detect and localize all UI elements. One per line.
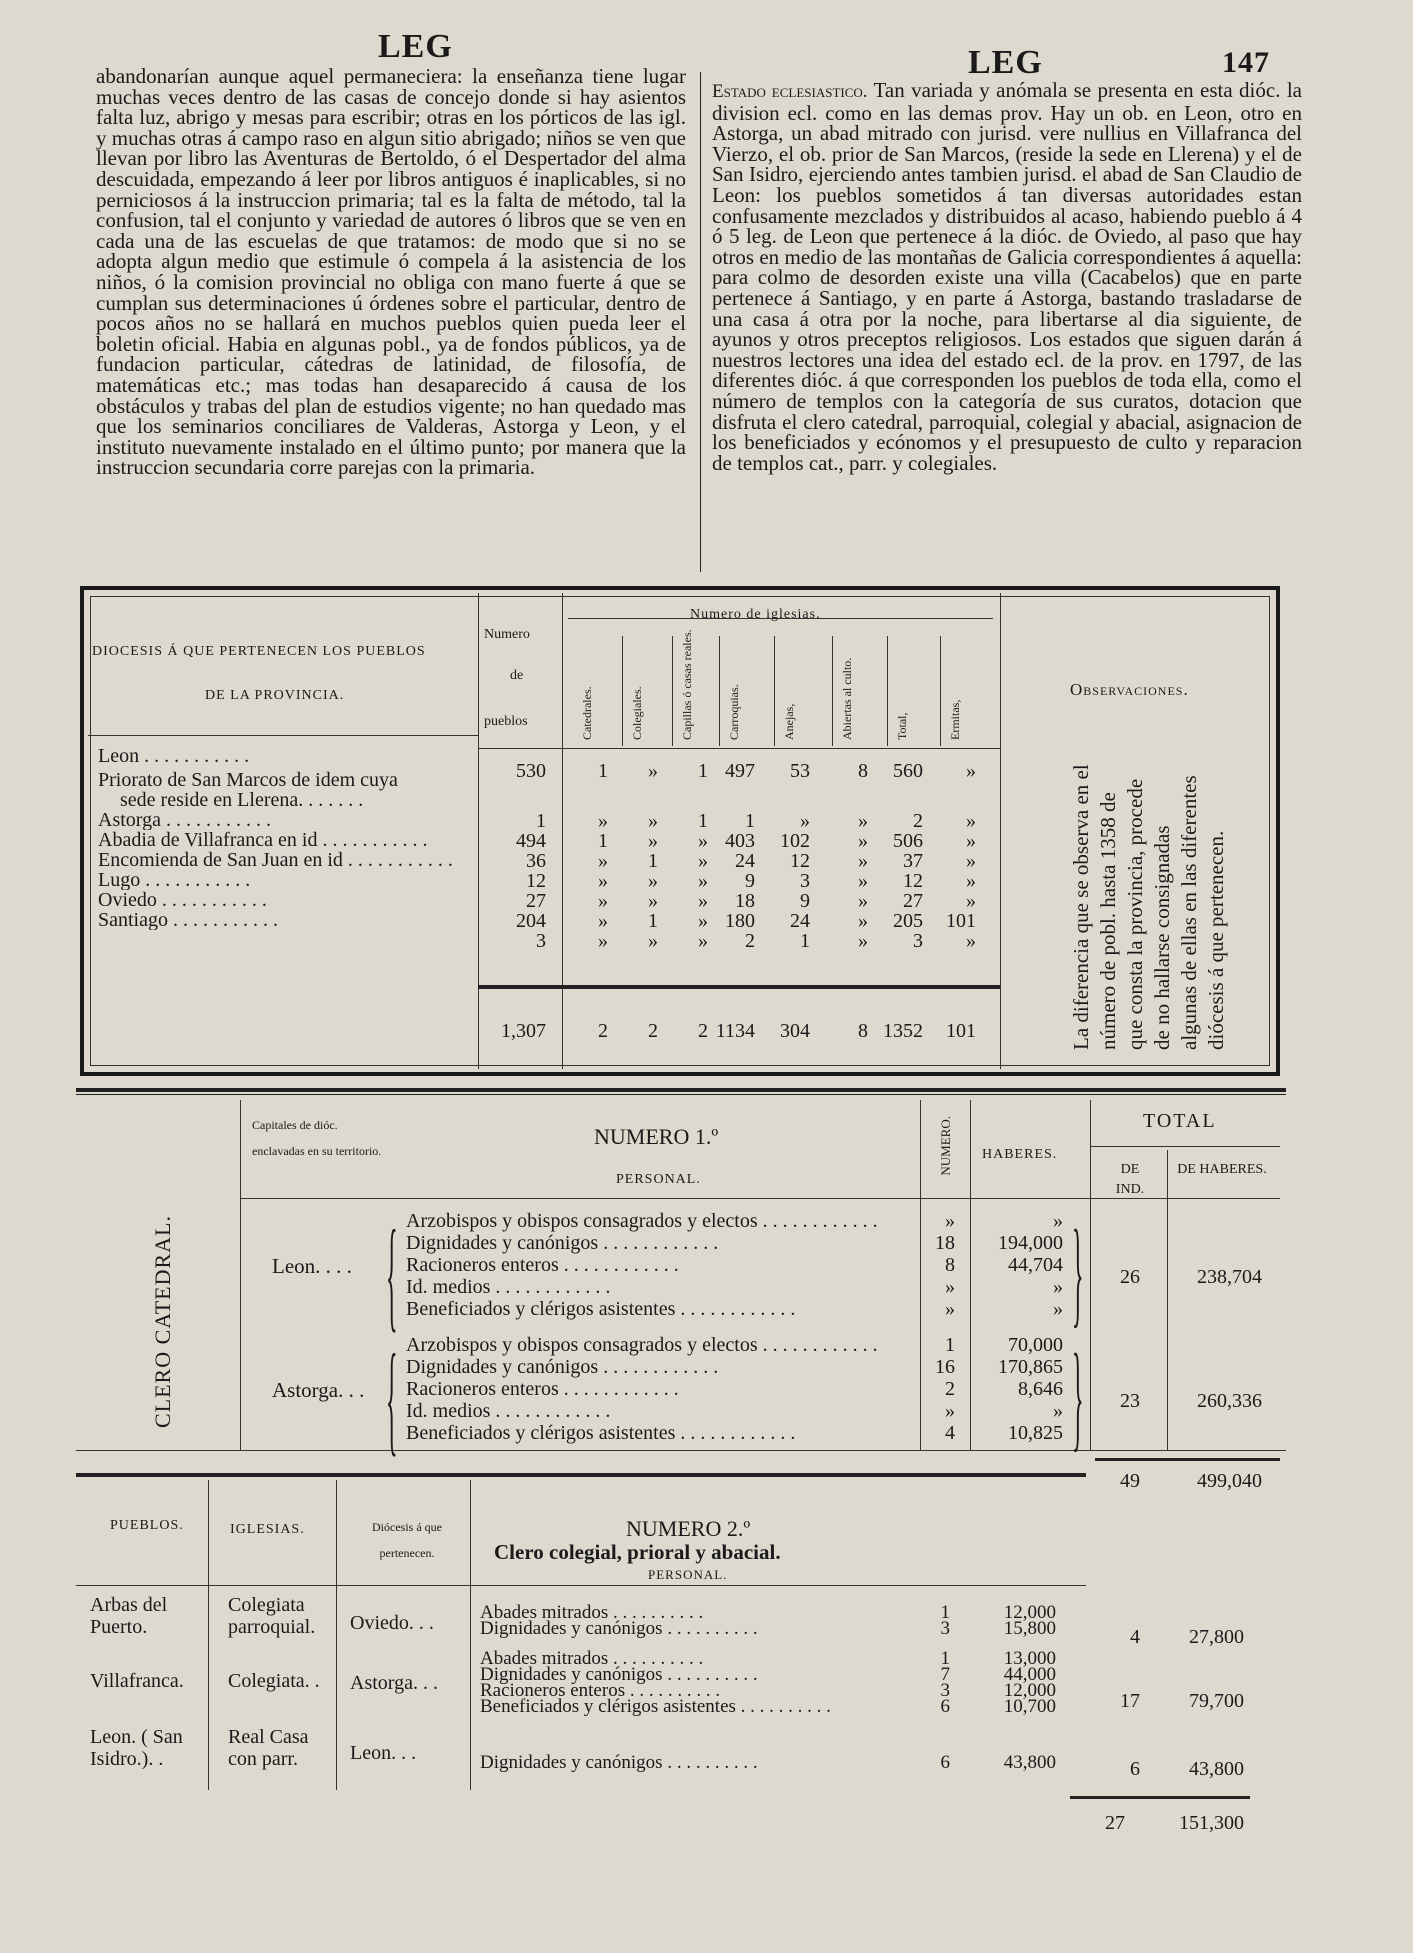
- t1-row-value: 1: [698, 810, 708, 832]
- t2-row-label: Arzobispos y obispos consagrados y electos . . . . . . . . . . . .: [406, 1334, 878, 1356]
- t1-row-value: »: [966, 760, 976, 782]
- t1-total-value: 8: [858, 1020, 868, 1042]
- t3-diocesis: Astorga. . .: [350, 1672, 438, 1694]
- t1-row-value: »: [858, 850, 868, 872]
- t3-total-hab: 79,700: [1189, 1690, 1244, 1712]
- t1-total-value: 101: [946, 1020, 976, 1042]
- t1-row-name: Priorato de San Marcos de idem cuya: [98, 769, 398, 791]
- t2-bottom-rule: [76, 1450, 1286, 1451]
- t1-row-value: 205: [893, 910, 923, 932]
- t2-grand-hab: 499,040: [1197, 1470, 1262, 1492]
- t2-row-num: 16: [935, 1356, 955, 1378]
- t1-row-value: »: [598, 910, 608, 932]
- t1-head-rule: [88, 735, 478, 736]
- t1-total-value: 2: [598, 1020, 608, 1042]
- t2-col-total-hab: DE HABERES.: [1177, 1162, 1267, 1177]
- left-text-column: [96, 66, 686, 478]
- t1-row-value: 497: [725, 760, 755, 782]
- t2-col-haberes: HABERES.: [982, 1147, 1058, 1162]
- t3-row-num: 6: [940, 1696, 950, 1717]
- t1-divider: [1000, 593, 1001, 1069]
- t2-row-num: 4: [945, 1422, 955, 1444]
- t2-row-label: Id. medios . . . . . . . . . . . .: [406, 1276, 611, 1298]
- t2-row-num: »: [945, 1210, 955, 1232]
- t1-row-value: »: [966, 870, 976, 892]
- right-paragraph-body: Tan variada y anómala se presenta en esta dióc. la division ecl. como en las demas prov. Hay un ob. en Leon, otro en Astorga, un abad mitrado con jurisd. vere nullius en Villafranca del Vierzo, el ob. prior de San Marcos, (reside la sede en Llerena) y el de San Isidro, ejerciendo antes tambien jurisd. el abad de San Claudio de Leon: los pueblos sometidos á tan diversas autoridades estan confusamente mezclados y distribuidos al acaso, habiendo pueblo á 4 ó 5 leg. de Leon que pertenece á la dióc. de Oviedo, al paso que hay otros en medio de las montañas de Galicia correspondientes á aquella: para colmo de desorden existe una villa (Cacabelos) que en parte pertenece á Santiago, y en parte á Astorga, bastando trasladarse de una casa á otra por la noche, para libertarse al dia siguiente, de ayunos y otros preceptos religiosos. Los estados que siguen darán á nuestros lectores una idea del estado ecl. de la prov. en 1797, de las diferentes dióc. á que corresponden los pueblos de toda ella, como el número de templos con la categoría de sus curatos, dotacion que disfruta el clero catedral, parroquial, colegial y abacial, asignacion de los beneficiados y ecónomos y el presupuesto de culto y reparacion de templos cat., parr. y colegiales.: [712, 78, 1302, 475]
- t3-iglesia: Real Casa: [228, 1726, 309, 1748]
- t1-row-value: »: [858, 830, 868, 852]
- t1-row-value: 1: [745, 810, 755, 832]
- t1-col-num-b: de: [510, 668, 524, 683]
- t1-row-value: »: [648, 830, 658, 852]
- t2-row-num: 1: [945, 1334, 955, 1356]
- left-paragraph: abandonarían aunque aquel permaneciera: la enseñanza tiene lugar muchas veces dentro de las casas de concejo donde si hay asientos falta luz, abrigo y mesas para escribir; otras en los pórticos de las igl. y muchas otras á campo raso en algun sitio abrigado; niños se ven que llevan por libro las Aventuras de Bertoldo, ó el Despertador del alma descuidada, empezando á leer por libros antiguos é inaplicables, si no perniciosos á la instruccion primaria; tal es la falta de método, tal la confusion, tal el conjunto y variedad de autores ó libros que se ven en cada una de las escuelas de que tratamos: de modo que si no se adopta algun medio que estimule ó compela á la asistencia de los niños, ó la comision provincial no obliga con mano fuerte á que se cumplan sus determinaciones ú órdenes sobre el particular, dentro de pocos años no se hallará en muchos pueblos quien pueda leer el boletin oficial. Habia en algunas pobl., ya de fondos públicos, ya de fundacion particular, cátedras de latinidad, de filosofía, de matemáticas etc.; mas todas han desaparecido á causa de los obstáculos y trabas del plan de estudios vigente; no han quedado mas que los seminarios conciliares de Valderas, Astorga y Leon, y el instituto nuevamente instalado en el último punto; por manera que la instruccion secundaria corre parejas con la primaria.: [96, 64, 686, 480]
- t2-divider: [240, 1100, 241, 1450]
- t2-brace: {: [386, 1336, 398, 1472]
- t3-row-label: Abades mitrados . . . . . . . . . .: [480, 1604, 704, 1622]
- t1-row-pueblos: 530: [516, 760, 546, 782]
- t1-row-name: Leon . . . . . . . . . . .: [98, 746, 250, 766]
- t2-total-hab: 260,336: [1197, 1390, 1262, 1412]
- t3-row-label: Dignidades y canónigos . . . . . . . . . .: [480, 1754, 758, 1772]
- t1-row-value: 18: [735, 890, 755, 912]
- t2-col-numero: NUMERO.: [938, 1116, 953, 1176]
- t3-divider: [336, 1480, 337, 1790]
- t1-row-value: 2: [913, 810, 923, 832]
- t2-total-ind: 23: [1120, 1390, 1140, 1412]
- t3-subtitle: Clero colegial, prioral y abacial.: [494, 1540, 781, 1564]
- t1-row-value: »: [648, 890, 658, 912]
- t3-total-hab: 43,800: [1189, 1758, 1244, 1780]
- t3-row-label: Dignidades y canónigos . . . . . . . . . .: [480, 1666, 758, 1684]
- right-text-column: [712, 80, 1302, 473]
- t3-col-pueblos: PUEBLOS.: [110, 1518, 184, 1533]
- t1-row-value: 12: [790, 850, 810, 872]
- t2-row-hab: »: [1053, 1400, 1063, 1422]
- t1-row-value: »: [648, 810, 658, 832]
- t3-pueblo: Leon. ( San: [90, 1726, 183, 1748]
- t1-row-value: 27: [903, 890, 923, 912]
- t1-row-name-cont: sede reside en Llerena. . . . . . .: [120, 789, 364, 811]
- t1-row-value: »: [858, 930, 868, 952]
- t3-row-hab: 13,000: [1003, 1648, 1056, 1669]
- t2-row-hab: 44,704: [1008, 1254, 1063, 1276]
- t1-head-rule: [478, 748, 1000, 749]
- t3-divider: [470, 1480, 471, 1790]
- t1-row-value: 9: [800, 890, 810, 912]
- t1-row-value: 1: [800, 930, 810, 952]
- t1-row-value: 24: [790, 910, 810, 932]
- t1-row-pueblos: 204: [516, 910, 546, 932]
- t2-row-label: Dignidades y canónigos . . . . . . . . . . . .: [406, 1356, 719, 1378]
- t3-total-hab: 27,800: [1189, 1626, 1244, 1648]
- t2-total-ind: 26: [1120, 1266, 1140, 1288]
- t2-row-hab: 194,000: [998, 1232, 1063, 1254]
- t1-row-value: 12: [903, 870, 923, 892]
- t2-row-hab: 10,825: [1008, 1422, 1063, 1444]
- t2-row-num: »: [945, 1298, 955, 1320]
- t1-subcol-divider: [940, 636, 941, 746]
- left-running-head: LEG: [378, 28, 453, 65]
- t3-col-diocesis: Diócesis á que pertenecen.: [372, 1520, 442, 1560]
- t2-total-brace: }: [1072, 1336, 1084, 1466]
- t3-row-label: Dignidades y canónigos . . . . . . . . . .: [480, 1620, 758, 1638]
- t2-divider: [1090, 1100, 1091, 1450]
- t2-divider: [1167, 1150, 1168, 1450]
- t1-row-value: »: [858, 870, 868, 892]
- t1-subheader: Capillas ó casas reales.: [680, 629, 694, 740]
- t1-row-value: »: [858, 810, 868, 832]
- t1-row-value: 403: [725, 830, 755, 852]
- t3-head-rule: [76, 1585, 1086, 1586]
- t1-row-pueblos: 36: [526, 850, 546, 872]
- t3-pueblo: Isidro.). .: [90, 1748, 164, 1770]
- t2-row-label: Id. medios . . . . . . . . . . . .: [406, 1400, 611, 1422]
- t3-grand-ind: 27: [1105, 1812, 1125, 1834]
- t1-subcol-divider: [832, 636, 833, 746]
- t3-row-hab: 43,800: [1003, 1752, 1056, 1773]
- t3-total-ind: 6: [1130, 1758, 1140, 1780]
- t1-row-name: Oviedo . . . . . . . . . . .: [98, 890, 267, 910]
- t3-row-hab: 12,000: [1003, 1602, 1056, 1623]
- t1-row-value: »: [698, 890, 708, 912]
- t3-row-label: Abades mitrados . . . . . . . . . .: [480, 1650, 704, 1668]
- t1-totals-rule: [478, 985, 1000, 989]
- t1-row-pueblos: 494: [516, 830, 546, 852]
- t2-subtitle: PERSONAL.: [616, 1172, 701, 1187]
- t2-row-hab: »: [1053, 1276, 1063, 1298]
- t1-row-value: »: [598, 870, 608, 892]
- t3-pueblo: Villafranca.: [90, 1670, 184, 1692]
- t2-row-hab: »: [1053, 1210, 1063, 1232]
- t2-row-num: 18: [935, 1232, 955, 1254]
- t3-row-label: Racioneros enteros . . . . . . . . . .: [480, 1682, 721, 1700]
- t1-col-num-c: pueblos: [484, 714, 528, 729]
- t1-row-name: Lugo . . . . . . . . . . .: [98, 870, 251, 890]
- t1-subcol-divider: [672, 636, 673, 746]
- t1-row-value: 560: [893, 760, 923, 782]
- t1-row-value: 1: [698, 760, 708, 782]
- t1-row-value: »: [800, 810, 810, 832]
- t1-total-pueblos: 1,307: [501, 1020, 546, 1042]
- t1-total-value: 2: [698, 1020, 708, 1042]
- t2-total-rule: [1090, 1146, 1280, 1147]
- t1-row-value: »: [966, 830, 976, 852]
- t3-total-ind: 4: [1130, 1626, 1140, 1648]
- t2-row-hab: 70,000: [1008, 1334, 1063, 1356]
- right-paragraph: [712, 80, 1302, 473]
- t1-subcol-divider: [887, 636, 888, 746]
- t1-subheader: Ermitas,: [948, 699, 962, 740]
- t1-row-value: »: [598, 890, 608, 912]
- t3-pueblo: Arbas del: [90, 1594, 168, 1616]
- t2-total-brace: }: [1072, 1212, 1084, 1342]
- t1-subheader: Anejas,: [782, 703, 796, 740]
- t2-row-label: Racioneros enteros . . . . . . . . . . . .: [406, 1378, 679, 1400]
- t1-observation: La diferencia que se observa en el número de pobl. hasta 1358 de que consta la provincia, procede de no hallarse consignadas algunas de ellas en las diferentes diócesis á que pertenecen.: [1069, 764, 1228, 1050]
- t3-diocesis: Oviedo. . .: [350, 1612, 434, 1634]
- t1-row-value: »: [598, 810, 608, 832]
- t2-row-num: »: [945, 1276, 955, 1298]
- t2-capital: Leon. . . .: [272, 1254, 352, 1278]
- t2-grand-rule: [1095, 1458, 1280, 1461]
- t2-row-num: »: [945, 1400, 955, 1422]
- t1-col-num-a: Numero: [484, 627, 530, 642]
- t1-row-value: »: [698, 870, 708, 892]
- t1-subheader: Catedrales.: [580, 686, 594, 740]
- t2-divider: [920, 1100, 921, 1450]
- t1-row-pueblos: 27: [526, 890, 546, 912]
- t1-row-pueblos: 3: [536, 930, 546, 952]
- t2-row-label: Beneficiados y clérigos asistentes . . . . . . . . . . . .: [406, 1298, 796, 1320]
- t1-row-value: »: [966, 810, 976, 832]
- t2-col-total-ind: DE IND.: [1115, 1162, 1145, 1197]
- t1-row-value: 53: [790, 760, 810, 782]
- t3-row-hab: 15,800: [1003, 1618, 1056, 1639]
- t3-col-iglesias: IGLESIAS.: [230, 1522, 305, 1537]
- t1-divider: [478, 593, 479, 1069]
- t1-row-value: »: [698, 930, 708, 952]
- t1-row-value: »: [966, 930, 976, 952]
- t2-row-num: 8: [945, 1254, 955, 1276]
- t1-row-value: »: [598, 850, 608, 872]
- t1-row-value: 3: [913, 930, 923, 952]
- t3-row-num: 3: [940, 1618, 950, 1639]
- t1-row-value: »: [648, 760, 658, 782]
- t1-row-pueblos: 1: [536, 810, 546, 832]
- t3-row-hab: 10,700: [1003, 1696, 1056, 1717]
- t1-subheader: Colegiales.: [630, 686, 644, 740]
- t1-row-value: »: [648, 870, 658, 892]
- t1-row-name: Encomienda de San Juan en id . . . . . . . . . . .: [98, 850, 453, 870]
- t1-total-value: 1134: [715, 1020, 755, 1042]
- t1-row-value: »: [648, 930, 658, 952]
- t1-row-value: »: [966, 850, 976, 872]
- t3-total-ind: 17: [1120, 1690, 1140, 1712]
- t2-col-capital: Capitales de dióc. enclavadas en su territorio.: [252, 1118, 382, 1158]
- t1-row-value: »: [858, 910, 868, 932]
- t1-row-value: 2: [745, 930, 755, 952]
- t1-row-value: 506: [893, 830, 923, 852]
- t1-row-value: 24: [735, 850, 755, 872]
- t1-row-value: 1: [648, 910, 658, 932]
- t1-subheader: Total,: [895, 712, 909, 740]
- t2-row-hab: »: [1053, 1298, 1063, 1320]
- t3-pueblo: Puerto.: [90, 1616, 148, 1638]
- t1-row-value: 3: [800, 870, 810, 892]
- t1-row-value: »: [698, 910, 708, 932]
- t1-row-value: 37: [903, 850, 923, 872]
- t2-row-label: Racioneros enteros . . . . . . . . . . . .: [406, 1254, 679, 1276]
- t1-row-value: 101: [946, 910, 976, 932]
- t1-subcol-divider: [719, 636, 720, 746]
- page-number: 147: [1222, 46, 1270, 79]
- t1-row-value: 1: [648, 850, 658, 872]
- t2-top-rule-thin: [76, 1094, 1286, 1095]
- t1-row-pueblos: 12: [526, 870, 546, 892]
- t1-row-value: »: [698, 830, 708, 852]
- t1-row-value: »: [598, 930, 608, 952]
- t1-total-value: 1352: [883, 1020, 923, 1042]
- column-divider: [700, 72, 701, 572]
- t1-subheader: Abiertas al culto.: [840, 657, 854, 740]
- t1-subcol-divider: [622, 636, 623, 746]
- t1-row-value: 1: [598, 830, 608, 852]
- t3-diocesis: Leon. . .: [350, 1742, 417, 1764]
- t2-brace: {: [386, 1212, 398, 1348]
- t1-row-value: »: [858, 890, 868, 912]
- t3-row-num: 6: [940, 1752, 950, 1773]
- t2-side-label: CLERO CATEDRAL.: [150, 1215, 175, 1428]
- t3-row-hab: 44,000: [1003, 1664, 1056, 1685]
- t2-grand-ind: 49: [1120, 1470, 1140, 1492]
- t2-row-num: 2: [945, 1378, 955, 1400]
- t2-row-label: Beneficiados y clérigos asistentes . . . . . . . . . . . .: [406, 1422, 796, 1444]
- t2-divider: [970, 1100, 971, 1450]
- t2-col-total: TOTAL: [1143, 1110, 1217, 1132]
- t3-title: NUMERO 2.º: [626, 1516, 751, 1541]
- t2-row-label: Dignidades y canónigos . . . . . . . . . . . .: [406, 1232, 719, 1254]
- t1-col-diocesis-2: DE LA PROVINCIA.: [205, 688, 345, 703]
- t3-iglesia: Colegiata. .: [228, 1670, 320, 1692]
- t3-iglesia: con parr.: [228, 1748, 298, 1770]
- t3-iglesia: parroquial.: [228, 1616, 316, 1638]
- t2-capital: Astorga. . .: [272, 1378, 365, 1402]
- t2-title: NUMERO 1.º: [594, 1124, 719, 1149]
- t1-row-name: Abadia de Villafranca en id . . . . . . . . . . .: [98, 830, 428, 850]
- t1-subheader: Carroquias.: [727, 684, 741, 740]
- t2-total-hab: 238,704: [1197, 1266, 1262, 1288]
- t1-total-value: 2: [648, 1020, 658, 1042]
- t1-row-name: Astorga . . . . . . . . . . .: [98, 810, 271, 830]
- t2-top-rule: [76, 1088, 1286, 1092]
- t3-row-num: 1: [940, 1648, 950, 1669]
- t3-top-rule: [76, 1473, 1086, 1477]
- t1-row-value: 9: [745, 870, 755, 892]
- t1-row-value: 1: [598, 760, 608, 782]
- t3-personal: PERSONAL.: [648, 1567, 728, 1582]
- t2-row-hab: 170,865: [998, 1356, 1063, 1378]
- t2-row-label: Arzobispos y obispos consagrados y electos . . . . . . . . . . . .: [406, 1210, 878, 1232]
- t1-row-value: 8: [858, 760, 868, 782]
- t2-row-hab: 8,646: [1018, 1378, 1063, 1400]
- t1-row-value: »: [966, 890, 976, 912]
- t1-row-value: 180: [725, 910, 755, 932]
- section-lead: Estado eclesiastico.: [712, 81, 868, 102]
- t3-row-label: Beneficiados y clérigos asistentes . . . . . . . . . .: [480, 1698, 831, 1716]
- t3-grand-rule: [1070, 1796, 1250, 1799]
- t1-group-header: Numero de iglesias.: [690, 607, 821, 622]
- t3-grand-hab: 151,300: [1179, 1812, 1244, 1834]
- t1-subcol-divider: [774, 636, 775, 746]
- t1-row-name: Santiago . . . . . . . . . . .: [98, 910, 278, 930]
- t1-row-value: 102: [780, 830, 810, 852]
- t1-total-value: 304: [780, 1020, 810, 1042]
- t1-col-diocesis: DIOCESIS Á QUE PERTENECEN LOS PUEBLOS: [92, 644, 426, 659]
- t3-row-num: 1: [940, 1602, 950, 1623]
- right-running-head: LEG: [968, 44, 1043, 81]
- t3-iglesia: Colegiata: [228, 1594, 305, 1616]
- t3-row-num: 7: [940, 1664, 950, 1685]
- t3-row-num: 3: [940, 1680, 950, 1701]
- t3-divider: [208, 1480, 209, 1790]
- t1-row-value: »: [698, 850, 708, 872]
- t3-row-hab: 12,000: [1003, 1680, 1056, 1701]
- t1-col-obs: Observaciones.: [1070, 680, 1189, 699]
